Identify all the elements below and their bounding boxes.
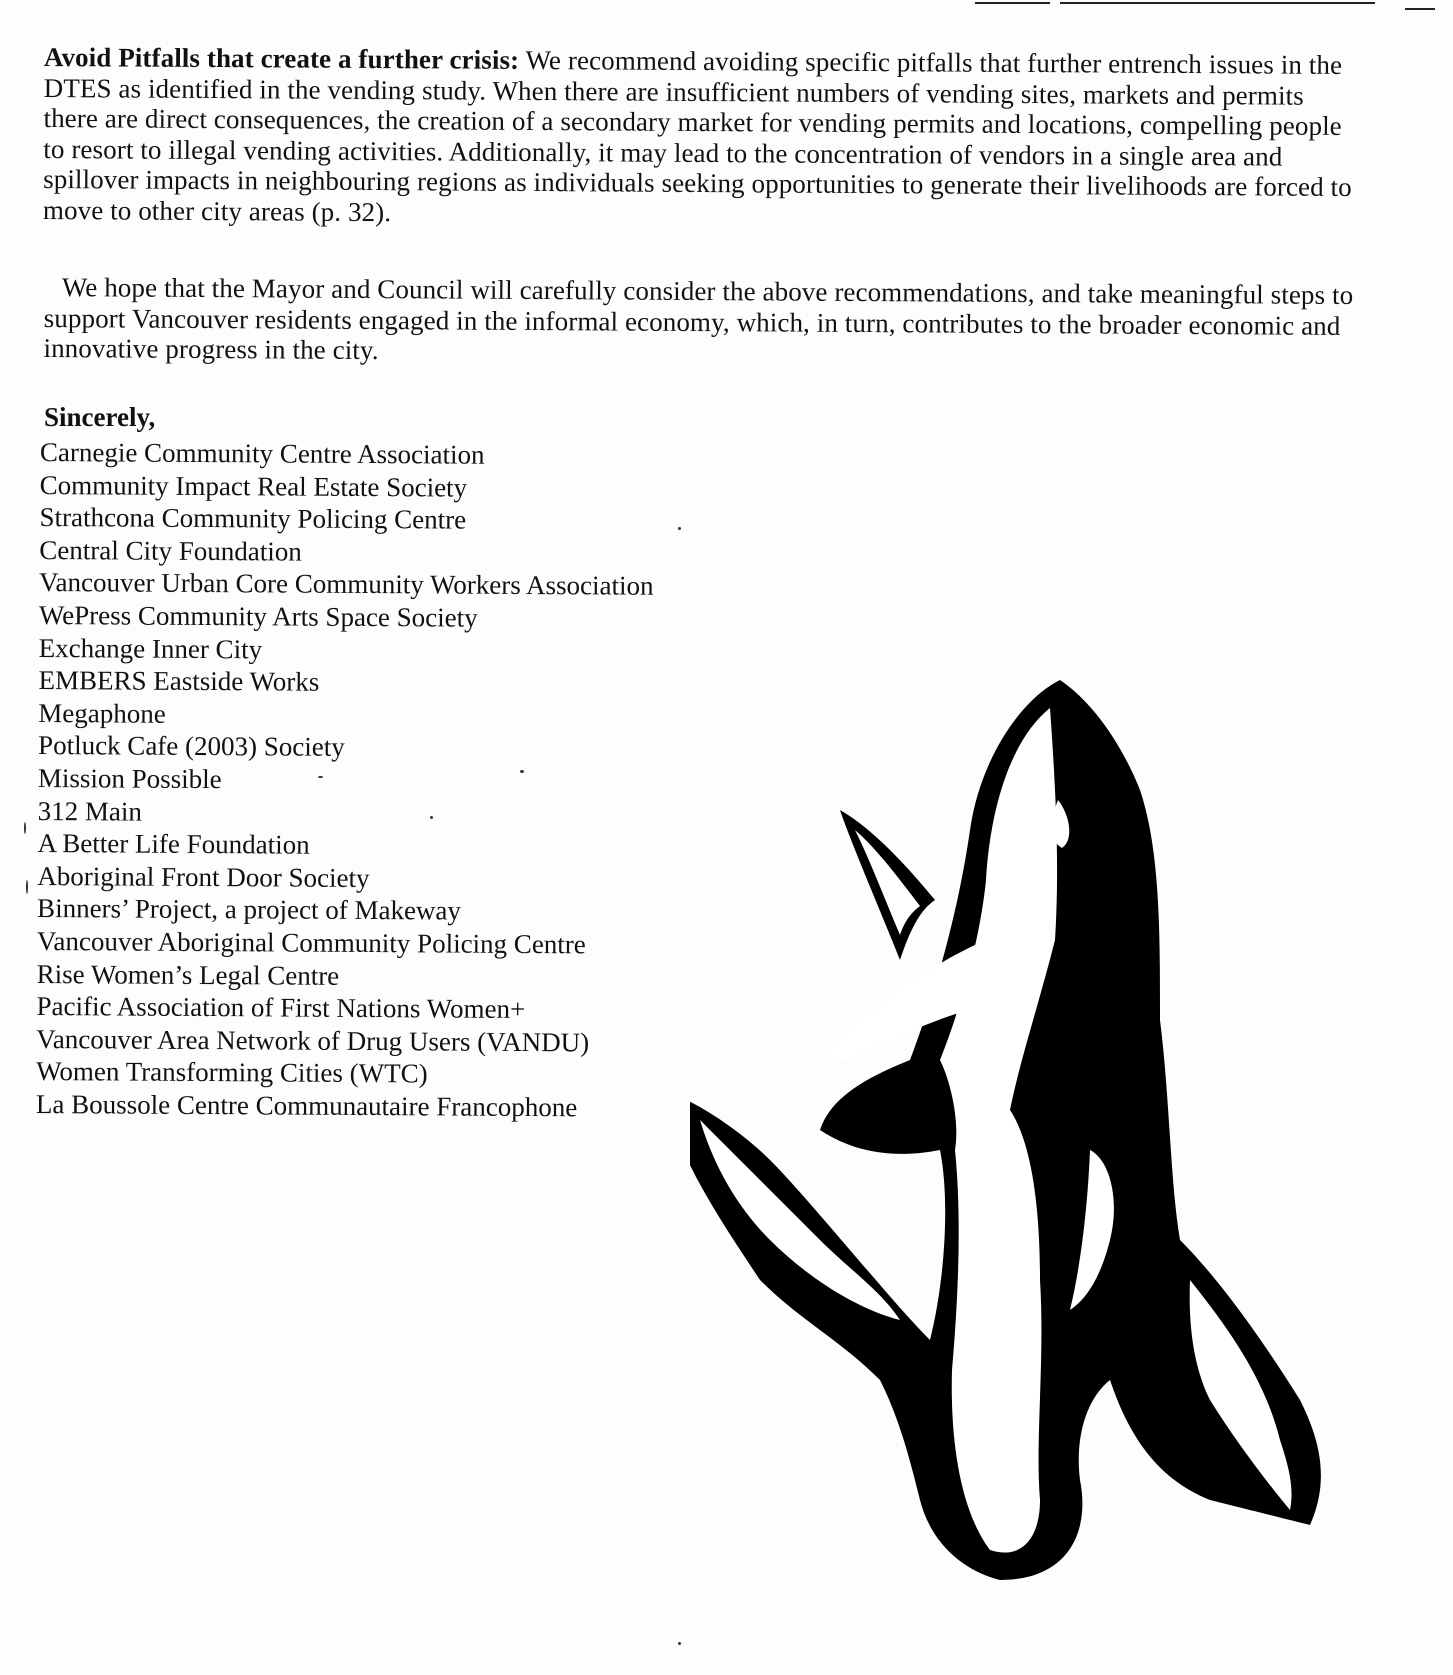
pitfalls-heading: Avoid Pitfalls that create a further crisis: xyxy=(43,42,520,75)
scan-speck xyxy=(26,880,28,894)
signatory: Rise Women’s Legal Centre xyxy=(36,958,340,991)
signatory: Potluck Cafe (2003) Society xyxy=(38,730,345,763)
signatory: La Boussole Centre Communautaire Francophone xyxy=(35,1088,578,1123)
signatory: Vancouver Area Network of Drug Users (VANDU) xyxy=(36,1023,590,1058)
signatory: Vancouver Aboriginal Community Policing Centre xyxy=(36,925,586,960)
signatory-list xyxy=(36,436,655,1124)
hope-paragraph: We hope that the Mayor and Council will carefully consider the above recommendations, and take meaningful steps to support Vancouver residents engaged in the informal economy, which, in turn, contributes to the broader economic and innovative progress in the city. xyxy=(43,272,1354,366)
top-edge-rule xyxy=(975,2,1050,4)
closing-salutation: Sincerely, xyxy=(44,402,156,432)
top-edge-rule xyxy=(1405,8,1435,10)
scan-speck xyxy=(430,816,433,819)
signatory: Exchange Inner City xyxy=(38,632,263,664)
signatory: Carnegie Community Centre Association xyxy=(39,436,485,470)
pitfalls-paragraph xyxy=(43,42,1364,233)
signatory: WePress Community Arts Space Society xyxy=(38,599,478,633)
signatory: Mission Possible xyxy=(37,762,222,795)
scan-speck xyxy=(678,527,681,530)
signatory: Central City Foundation xyxy=(39,534,302,567)
scan-speck xyxy=(318,776,323,778)
scan-speck xyxy=(520,770,524,773)
signatory: Strathcona Community Policing Centre xyxy=(39,502,467,535)
signatory: Megaphone xyxy=(38,697,166,729)
scan-speck xyxy=(678,1642,681,1645)
signatory: Vancouver Urban Core Community Workers Association xyxy=(39,567,654,602)
signatory: Binners’ Project, a project of Makeway xyxy=(37,893,462,926)
signatory: Women Transforming Cities (WTC) xyxy=(36,1056,428,1089)
signatory: EMBERS Eastside Works xyxy=(38,665,320,697)
top-edge-rule xyxy=(1060,2,1375,4)
signatory: Pacific Association of First Nations Women+ xyxy=(36,991,526,1025)
signatory: Community Impact Real Estate Society xyxy=(39,469,468,503)
signatory: 312 Main xyxy=(37,795,143,827)
scan-speck xyxy=(24,822,26,834)
signatory: A Better Life Foundation xyxy=(37,828,310,860)
orca-whale-illustration xyxy=(690,680,1390,1620)
signatory: Aboriginal Front Door Society xyxy=(37,860,370,893)
pitfalls-body: We recommend avoiding specific pitfalls that further entrench issues in the DTES as identified in the vending study. When there are insufficient numbers of vending sites, markets and permits there are direct consequences, the creation of a secondary market for vending permits and locations, compelling people to resort to illegal vending activities. Additionally, it may lead to the concentration of vendors in a single area and spillover impacts in neighbouring regions as individuals seeking opportunities to generate their livelihoods are forced to move to other city areas (p. 32). xyxy=(42,44,1352,227)
